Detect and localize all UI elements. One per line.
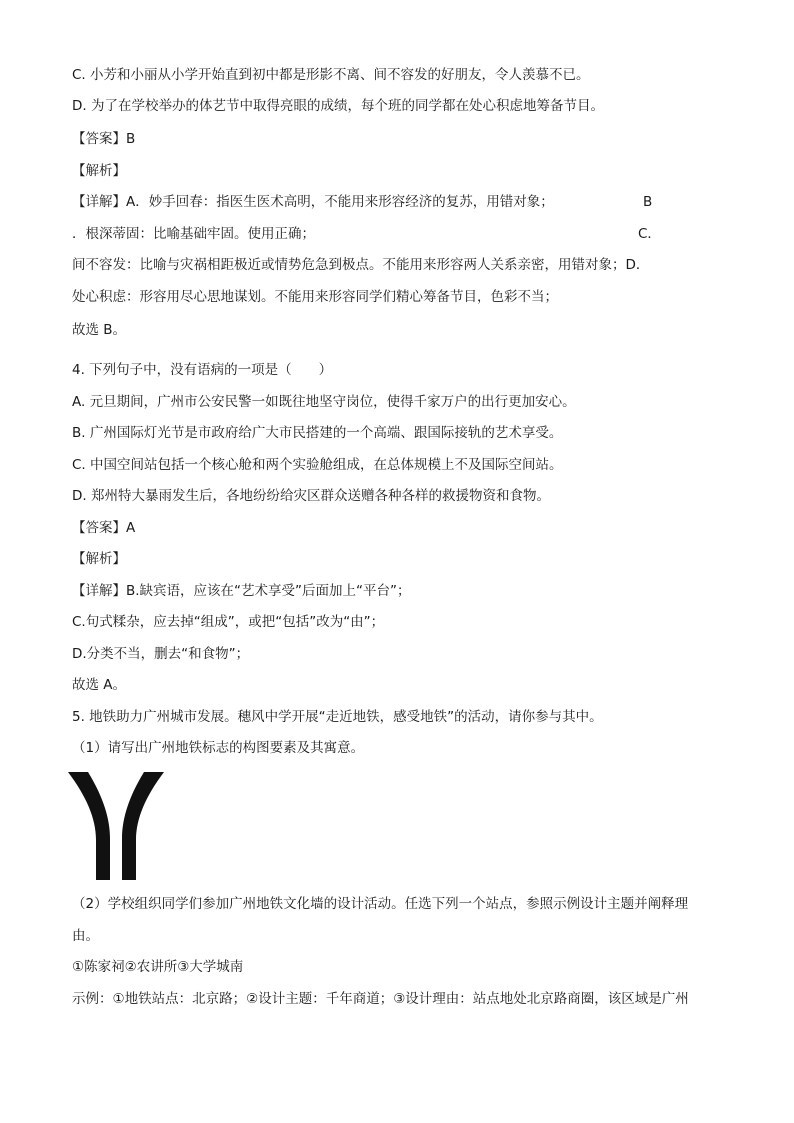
detail-line-fragment: C． [638, 226, 661, 242]
conclusion-line: 故选 A。 [72, 677, 127, 693]
detail-line: 间不容发：比喻与灾祸相距极近或情势危急到极点。不能用来形容两人关系亲密，用错对象；D． [72, 257, 650, 273]
analysis-label: 【解析】 [72, 551, 126, 567]
detail-line: 处心积虑：形容用尽心思地谋划。不能用来形容同学们精心筹备节目，色彩不当； [72, 289, 558, 305]
question-4-option-d: D. 郑州特大暴雨发生后，各地纷纷给灾区群众送赠各种各样的救援物资和食物。 [72, 488, 550, 504]
question-5-stem: 5. 地铁助力广州城市发展。穗风中学开展“走近地铁，感受地铁”的活动，请你参与其中。 [72, 709, 603, 725]
option-d-text: D. 为了在学校举办的体艺节中取得亮眼的成绩，每个班的同学都在处心积虑地筹备节目。 [72, 98, 604, 114]
question-5-part-2-continued: 由。 [72, 928, 99, 944]
question-4-option-b: B. 广州国际灯光节是市政府给广大市民搭建的一个高端、跟国际接轨的艺术享受。 [72, 425, 563, 441]
detail-line: D.分类不当，删去“和食物”； [72, 646, 250, 662]
detail-line: 【详解】B.缺宾语，应该在“艺术享受”后面加上“平台”； [72, 583, 411, 599]
question-4-option-c: C. 中国空间站包括一个核心舱和两个实验舱组成，在总体规模上不及国际空间站。 [72, 457, 563, 473]
detail-line: 【详解】A．妙手回春：指医生医术高明，不能用来形容经济的复苏，用错对象； [72, 194, 554, 210]
answer-label: 【答案】A [72, 520, 136, 536]
answer-label: 【答案】B [72, 131, 136, 147]
analysis-label: 【解析】 [72, 163, 126, 179]
guangzhou-metro-logo [68, 772, 164, 880]
conclusion-line: 故选 B。 [72, 322, 127, 338]
question-5-part-2: （2）学校组织同学们参加广州地铁文化墙的设计活动。任选下列一个站点，参照示例设计主题并阐释理 [72, 896, 689, 912]
option-c-text: C. 小芳和小丽从小学开始直到初中都是形影不离、间不容发的好朋友，令人羡慕不已。 [72, 67, 590, 83]
question-4-option-a: A. 元旦期间，广州市公安民警一如既往地坚守岗位，使得千家万户的出行更加安心。 [72, 394, 576, 410]
detail-line-fragment: B [643, 194, 653, 210]
question-5-part-1: （1）请写出广州地铁标志的构图要素及其寓意。 [72, 740, 365, 756]
detail-line: C.句式糅杂，应去掉“组成”，或把“包括”改为“由”； [72, 614, 385, 630]
station-options: ①陈家祠②农讲所③大学城南 [72, 959, 244, 975]
detail-line: ．根深蒂固：比喻基础牢固。使用正确； [72, 226, 315, 242]
question-4-stem: 4. 下列句子中，没有语病的一项是（ ） [72, 362, 333, 378]
example-line: 示例：①地铁站点：北京路；②设计主题：千年商道；③设计理由：站点地处北京路商圈，该区域是广州 [72, 991, 689, 1007]
